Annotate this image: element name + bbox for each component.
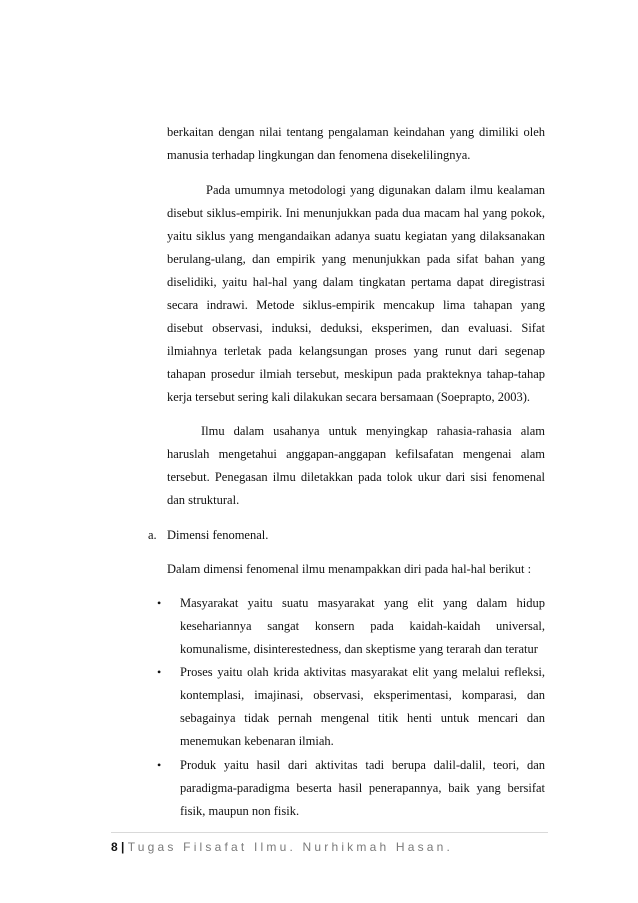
bullet-icon: • [157,596,162,610]
list-item-line: Masyarakat yaitu suatu masyarakat yang elit yang dalam hidup [180,596,545,610]
page-number: 8 [111,840,118,854]
list-item-line: menemukan kebenaran ilmiah. [180,734,334,748]
paragraph-line: secara indrawi. Metode siklus-empirik mencakup lima tahapan yang [167,298,545,312]
paragraph-line: diselidiki, yaitu hal-hal yang dalam tingkatan pertama dapat diregistrasi [167,275,545,289]
paragraph-line: Ilmu dalam usahanya untuk menyingkap rahasia-rahasia alam [201,424,545,438]
paragraph-line: disebut observasi, induksi, deduksi, eksperimen, dan evaluasi. Sifat [167,321,545,335]
bullet-icon: • [157,758,162,772]
paragraph-line: kerja tersebut sering kali dilakukan secara bersamaan (Soeprapto, 2003). [167,390,531,404]
section-marker: a. [148,528,157,542]
paragraph-line: haruslah mengetahui anggapan-anggapan kefilsafatan mengenai alam [167,447,545,461]
paragraph-line: tersebut. Penegasan ilmu diletakkan pada tolok ukur dari sisi fenomenal [167,470,545,484]
paragraph-line: manusia terhadap lingkungan dan fenomena disekelilingnya. [167,148,471,162]
paragraph-line: tahapan prosedur ilmiah tersebut, meskipun pada prakteknya tahap-tahap [167,367,545,381]
list-item-line: Produk yaitu hasil dari aktivitas tadi berupa dalil-dalil, teori, dan [180,758,545,772]
section-heading: Dimensi fenomenal. [167,528,269,542]
footer-divider [111,832,548,833]
list-item-line: Proses yaitu olah krida aktivitas masyarakat elit yang melalui refleksi, [180,665,545,679]
list-item-line: paradigma-paradigma beserta hasil penerapannya, baik yang bersifat [180,781,545,795]
paragraph-line: berulang-ulang, dan empirik yang menunjukkan pada sifat bahan yang [167,252,545,266]
section-intro: Dalam dimensi fenomenal ilmu menampakkan diri pada hal-hal berikut : [167,562,532,576]
footer-separator: | [117,840,128,854]
list-item-line: kontemplasi, imajinasi, observasi, eksperimentasi, komparasi, dan [180,688,545,702]
paragraph-line: ilmiahnya terletak pada kelangsungan proses yang runut dari segenap [167,344,545,358]
list-item-line: sebagainya tidak pernah mengenal titik henti untuk mencari dan [180,711,545,725]
paragraph-line: berkaitan dengan nilai tentang pengalaman keindahan yang dimiliki oleh [167,125,545,139]
list-item-line: kesehariannya sangat konsern pada kaidah-kaidah universal, [180,619,545,633]
page-footer [111,839,453,855]
paragraph-line: dan struktural. [167,493,240,507]
bullet-icon: • [157,665,162,679]
paragraph-line: Pada umumnya metodologi yang digunakan dalam ilmu kealaman [206,183,545,197]
footer-title: Tugas Filsafat Ilmu. Nurhikmah Hasan. [127,840,454,854]
list-item-line: fisik, maupun non fisik. [180,804,300,818]
list-item-line: komunalisme, disinterestedness, dan skeptisme yang terarah dan teratur [180,642,538,656]
paragraph-line: disebut siklus-empirik. Ini menunjukkan pada dua macam hal yang pokok, [167,206,545,220]
paragraph-line: yaitu siklus yang mengandaikan adanya suatu kegiatan yang dilaksanakan [167,229,545,243]
